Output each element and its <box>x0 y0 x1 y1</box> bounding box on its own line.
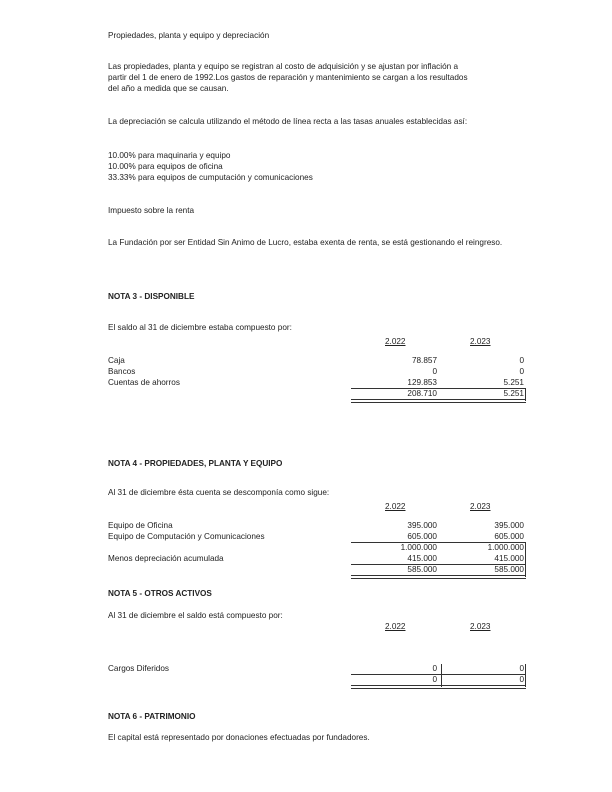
nota5-total-2022: 0 <box>432 675 437 684</box>
nota4-depreciation-label: Menos depreciación acumulada <box>108 554 224 563</box>
nota4-subtotal-2022: 1.000.000 <box>400 543 437 552</box>
nota4-col-2022: 2.022 <box>385 502 406 511</box>
nota3-row-value-2022: 0 <box>432 367 437 376</box>
nota4-side-rule <box>525 542 526 577</box>
nota3-title: NOTA 3 - DISPONIBLE <box>108 292 195 301</box>
nota3-row-value-2023: 0 <box>519 367 524 376</box>
depreciation-rate: 10.00% para maquinaria y equipo <box>108 151 231 160</box>
ppe-policy-text-line: Las propiedades, planta y equipo se registran al costo de adquisición y se ajustan por inflación a <box>108 62 459 71</box>
nota3-row-label: Caja <box>108 356 125 365</box>
nota3-row-value-2022: 129.853 <box>407 378 437 387</box>
nota5-intro: Al 31 de diciembre el saldo está compuesto por: <box>108 611 283 620</box>
income-tax-title: Impuesto sobre la renta <box>108 206 195 215</box>
nota4-col-2023: 2.023 <box>470 502 491 511</box>
nota4-subtotal-2023: 1.000.000 <box>487 543 524 552</box>
nota5-title: NOTA 5 - OTROS ACTIVOS <box>108 589 212 598</box>
nota3-row-value-2023: 0 <box>519 356 524 365</box>
depreciation-rate: 33.33% para equipos de cumputación y comunicaciones <box>108 173 313 182</box>
nota3-col-2023: 2.023 <box>470 337 491 346</box>
nota4-row-label: Equipo de Computación y Comunicaciones <box>108 532 265 541</box>
nota6-title: NOTA 6 - PATRIMONIO <box>108 712 196 721</box>
nota4-total-2022: 585.000 <box>407 565 437 574</box>
nota3-side-rule <box>525 388 526 401</box>
income-tax-text: La Fundación por ser Entidad Sin Animo de Lucro, estaba exenta de renta, se está gestionando el reingreso. <box>108 238 503 247</box>
nota5-side-rule <box>525 664 526 687</box>
nota3-total-2023: 5.251 <box>503 389 524 398</box>
nota4-row-value-2023: 605.000 <box>494 532 524 541</box>
nota5-col-divider <box>441 664 442 687</box>
nota4-row-label: Equipo de Oficina <box>108 521 173 530</box>
nota3-row-label: Bancos <box>108 367 136 376</box>
nota3-total-2022: 208.710 <box>407 389 437 398</box>
nota6-text: El capital está representado por donaciones efectuadas por fundadores. <box>108 733 370 742</box>
nota5-total-2023: 0 <box>519 675 524 684</box>
nota3-row-value-2022: 78.857 <box>411 356 437 365</box>
nota5-col-2022: 2.022 <box>385 622 406 631</box>
nota3-intro: El saldo al 31 de diciembre estaba compuesto por: <box>108 323 292 332</box>
nota4-depreciation-2022: 415.000 <box>407 554 437 563</box>
ppe-policy-text-line: partir del 1 de enero de 1992.Los gastos de reparación y mantenimiento se cargan a los resultados <box>108 73 468 82</box>
nota5-row-value-2023: 0 <box>519 664 524 673</box>
ppe-policy-text-line: del año a medida que se causan. <box>108 84 229 93</box>
nota5-row-value-2022: 0 <box>432 664 437 673</box>
nota4-total-2023: 585.000 <box>494 565 524 574</box>
nota4-intro: Al 31 de diciembre ésta cuenta se descomponía como sigue: <box>108 488 330 497</box>
nota4-row-value-2022: 395.000 <box>407 521 437 530</box>
nota5-row-label: Cargos Diferidos <box>108 664 169 673</box>
depreciation-intro: La depreciación se calcula utilizando el método de línea recta a las tasas anuales establecidas así: <box>108 117 468 126</box>
nota3-row-value-2023: 5.251 <box>503 378 524 387</box>
nota3-double-rule <box>351 399 526 403</box>
nota5-col-2023: 2.023 <box>470 622 491 631</box>
nota3-row-label: Cuentas de ahorros <box>108 378 180 387</box>
nota5-double-rule <box>351 685 526 689</box>
nota4-row-value-2022: 605.000 <box>407 532 437 541</box>
nota4-double-rule <box>351 575 526 579</box>
nota3-col-2022: 2.022 <box>385 337 406 346</box>
nota4-depreciation-2023: 415.000 <box>494 554 524 563</box>
ppe-policy-title: Propiedades, planta y equipo y depreciación <box>108 31 270 40</box>
nota4-title: NOTA 4 - PROPIEDADES, PLANTA Y EQUIPO <box>108 459 283 468</box>
nota4-row-value-2023: 395.000 <box>494 521 524 530</box>
depreciation-rate: 10.00% para equipos de oficina <box>108 162 223 171</box>
